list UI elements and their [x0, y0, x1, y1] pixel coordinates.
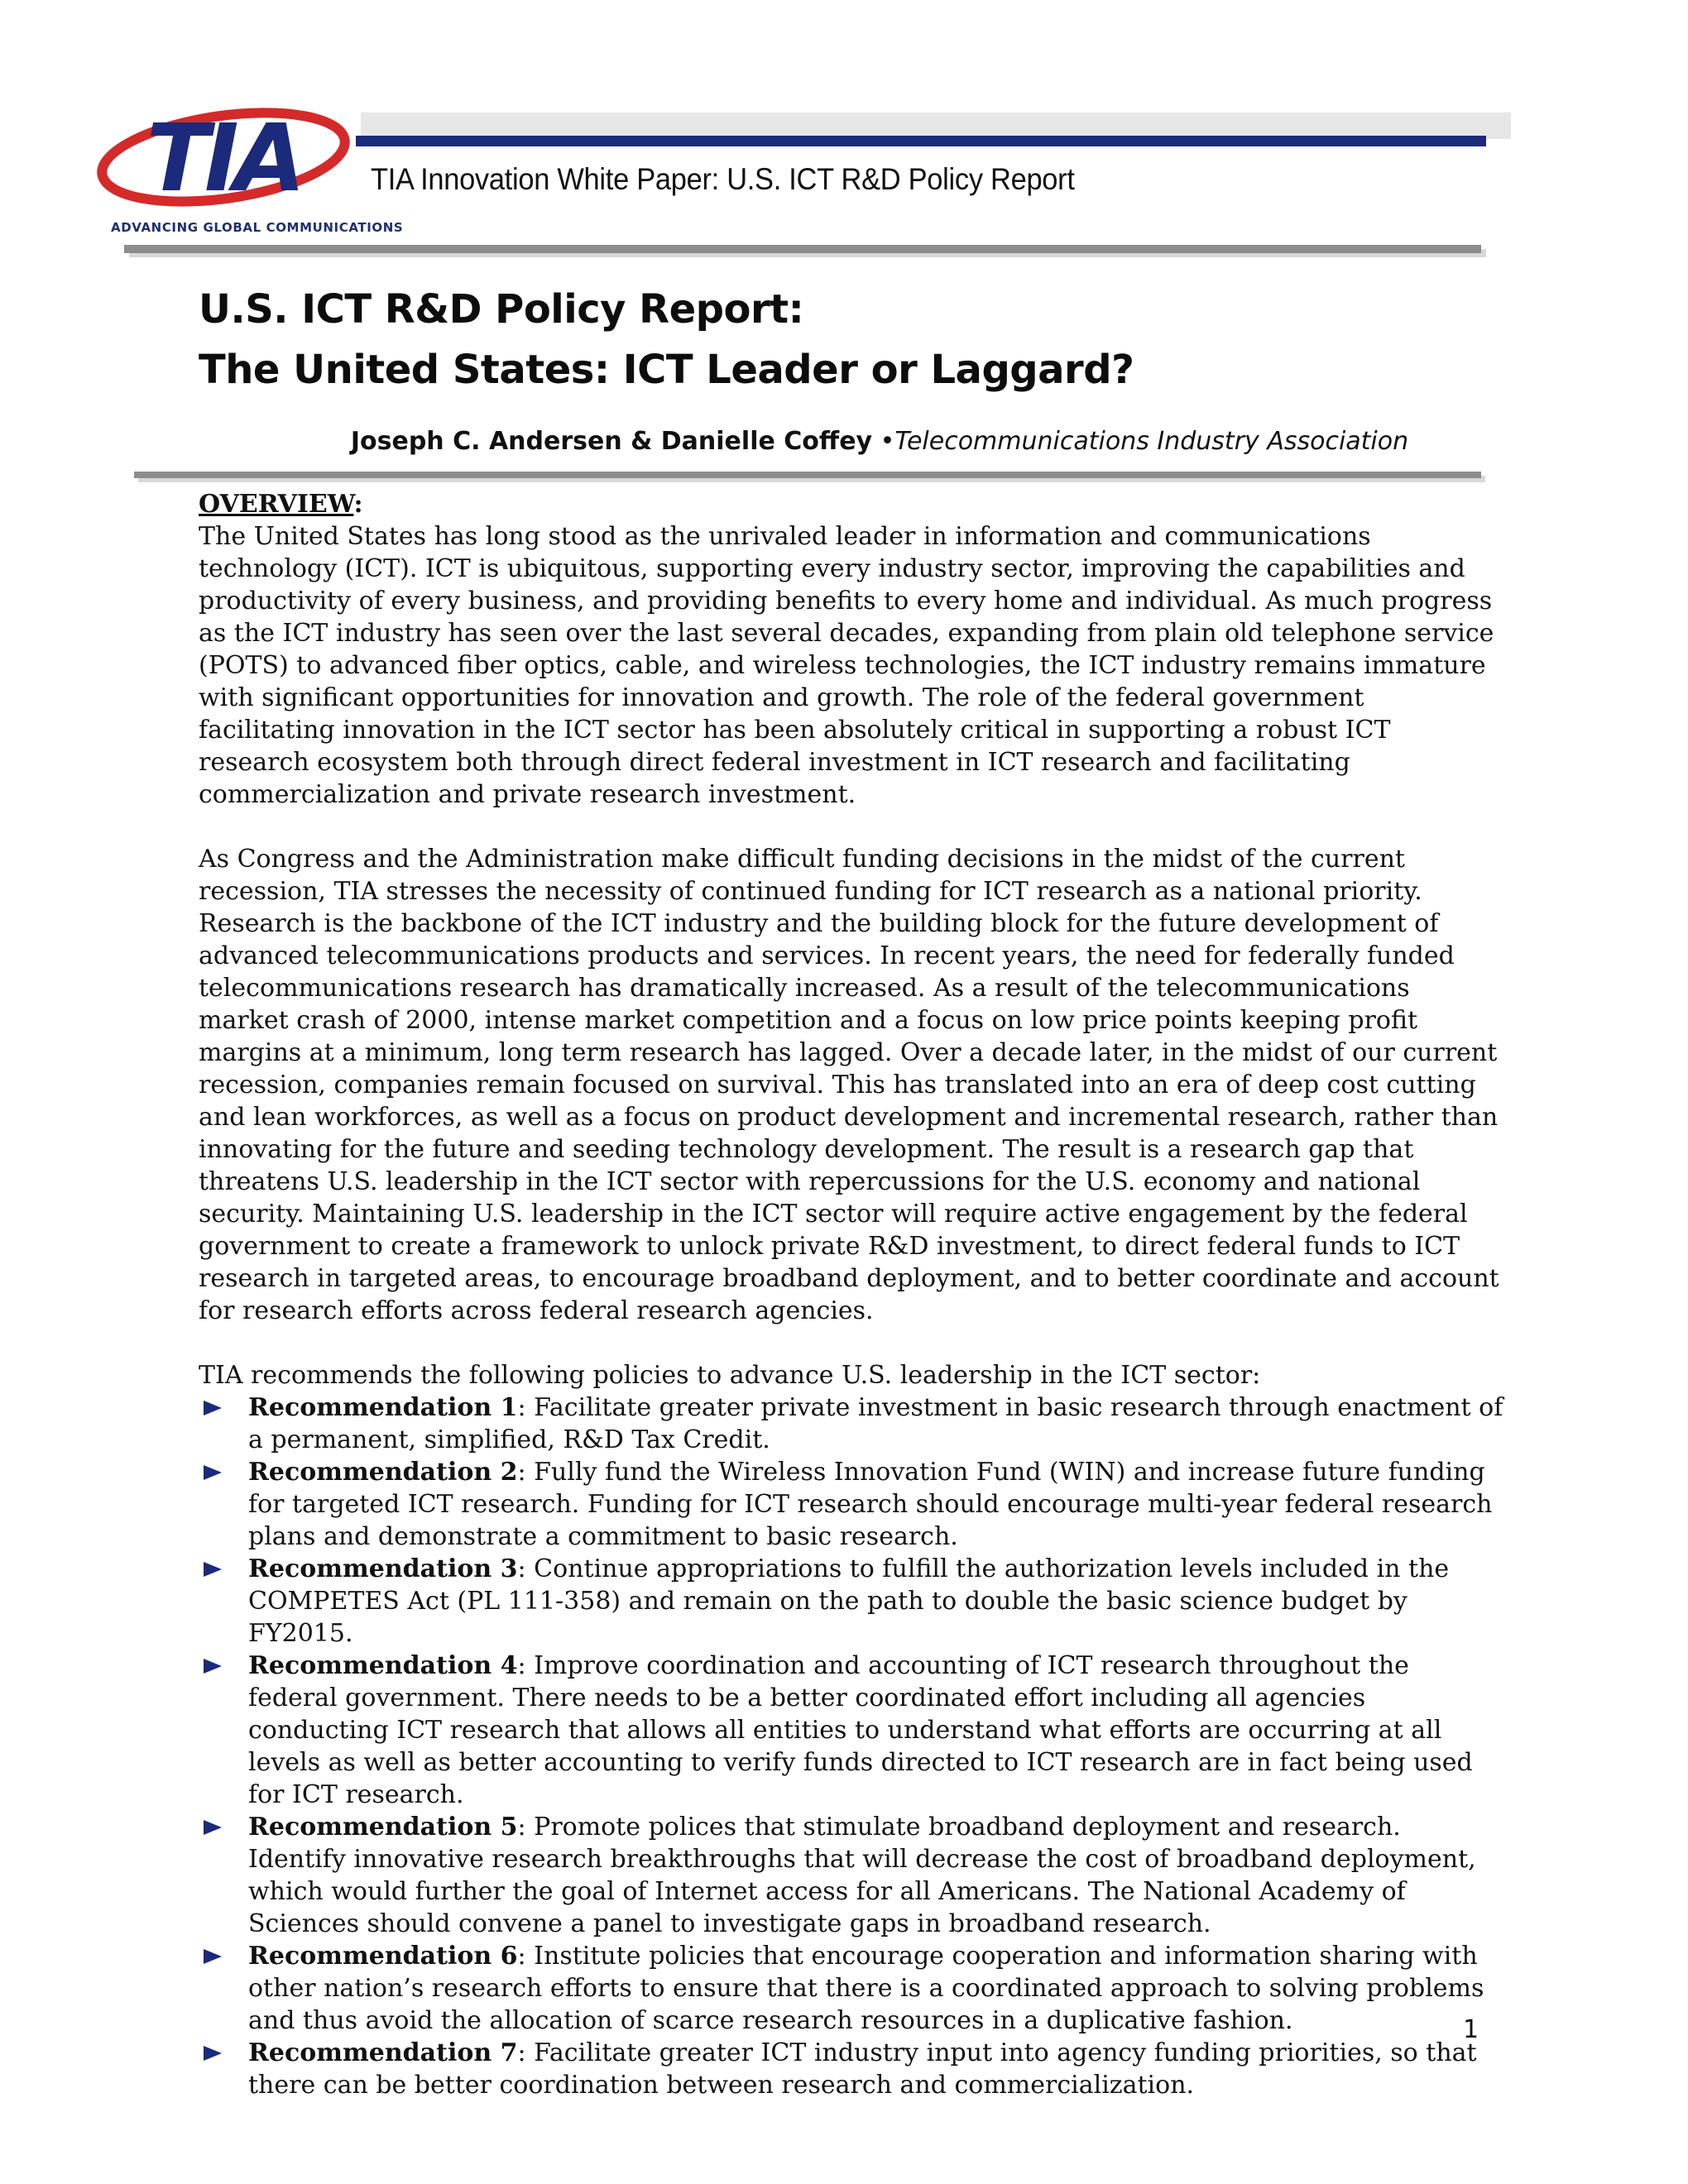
tia-logo-graphic: [91, 98, 356, 222]
bullet-arrow-icon: [204, 1949, 222, 1964]
author-names: Joseph C. Andersen & Danielle Coffey: [350, 427, 873, 456]
author-separator: •: [880, 427, 895, 456]
title-line-2: The United States: ICT Leader or Laggard?: [199, 347, 1134, 393]
bullet-arrow-icon: [204, 1465, 222, 1480]
bullet-arrow-icon: [204, 2046, 222, 2061]
document-body: [199, 488, 1506, 2101]
title-line-1: U.S. ICT R&D Policy Report:: [199, 286, 804, 333]
author-line: [0, 427, 1688, 456]
document-title: [199, 280, 1134, 400]
recommendation-item: Recommendation 7: Facilitate greater ICT industry input into agency funding priorities, so that there can be better coordination between research and commercialization.: [199, 2037, 1506, 2101]
bullet-arrow-icon: [204, 1562, 222, 1577]
bullet-arrow-icon: [204, 1820, 222, 1835]
logo-wordmark: TIA: [146, 105, 301, 213]
overview-heading: OVERVIEW:: [199, 490, 363, 519]
overview-paragraph-2: As Congress and the Administration make difficult funding decisions in the midst of the current recession, TIA stresses the necessity of continued funding for ICT research as a national priority. Research is the backbone of the ICT industry and the building block for the future development of advanced telecommunications products and services. In recent years, the need for federally funded telecommunications research has dramatically increased. As a result of the telecommunications market crash of 2000, intense market competition and a focus on low price points keeping profit margins at a minimum, long term research has lagged. Over a decade later, in the midst of our current recession, companies remain focused on survival. This has translated into an era of deep cost cutting and lean workforces, as well as a focus on product development and incremental research, rather than innovating for the future and seeding technology development. The result is a research gap that threatens U.S. leadership in the ICT sector with repercussions for the U.S. economy and national security. Maintaining U.S. leadership in the ICT sector will require active engagement by the federal government to create a framework to unlock private R&D investment, to direct federal funds to ICT research in targeted areas, to encourage broadband deployment, and to better coordinate and account for research efforts across federal research agencies.: [199, 845, 1499, 1325]
recommendation-item: Recommendation 5: Promote polices that stimulate broadband deployment and research. Identify innovative research breakthroughs that will decrease the cost of broadband deployment, which would further the goal of Internet access for all Americans. The National Academy of Sciences should convene a panel to investigate gaps in broadband research.: [199, 1811, 1506, 1940]
recommendations-list: [199, 1391, 1506, 2101]
page-number: 1: [1463, 2015, 1479, 2044]
title-divider: [134, 472, 1481, 478]
overview-paragraph-1: The United States has long stood as the unrivaled leader in information and communications technology (ICT). ICT is ubiquitous, supporting every industry sector, improving the capabilities and productivity of every business, and providing benefits to every home and individual. As much progress as the ICT industry has seen over the last several decades, expanding from plain old telephone service (POTS) to advanced fiber optics, cable, and wireless technologies, the ICT industry remains immature with significant opportunities for innovation and growth. The role of the federal government facilitating innovation in the ICT sector has been absolutely critical in supporting a robust ICT research ecosystem both through direct federal investment in ICT research and facilitating commercialization and private research investment.: [199, 522, 1494, 809]
recommendation-item: Recommendation 4: Improve coordination and accounting of ICT research throughout the federal government. There needs to be a better coordinated effort including all agencies conducting ICT research that allows all entities to understand what efforts are occurring at all levels as well as better accounting to verify funds directed to ICT research are in fact being used for ICT research.: [199, 1650, 1506, 1811]
header-title: TIA Innovation White Paper: U.S. ICT R&D Policy Report: [371, 162, 1075, 196]
recommendations-intro: TIA recommends the following policies to advance U.S. leadership in the ICT sector:: [199, 1361, 1261, 1390]
bullet-arrow-icon: [204, 1659, 222, 1674]
recommendation-item: Recommendation 1: Facilitate greater private investment in basic research through enactment of a permanent, simplified, R&D Tax Credit.: [199, 1391, 1506, 1456]
tia-logo: [91, 98, 404, 242]
recommendation-item: Recommendation 3: Continue appropriations to fulfill the authorization levels included in the COMPETES Act (PL 111-358) and remain on the path to double the basic science budget by FY2015.: [199, 1553, 1506, 1650]
header-blue-bar: [356, 136, 1486, 146]
recommendation-item: Recommendation 2: Fully fund the Wireless Innovation Fund (WIN) and increase future funding for targeted ICT research. Funding for ICT research should encourage multi-year federal research plans and demonstrate a commitment to basic research.: [199, 1456, 1506, 1553]
recommendation-item: Recommendation 6: Institute policies that encourage cooperation and information sharing with other nation’s research efforts to ensure that there is a coordinated approach to solving problems and thus avoid the allocation of scarce research resources in a duplicative fashion.: [199, 1940, 1506, 2037]
author-organization: Telecommunications Industry Association: [894, 427, 1409, 456]
bullet-arrow-icon: [204, 1401, 222, 1415]
header-divider: [124, 245, 1481, 253]
logo-tagline: ADVANCING GLOBAL COMMUNICATIONS: [111, 220, 404, 235]
